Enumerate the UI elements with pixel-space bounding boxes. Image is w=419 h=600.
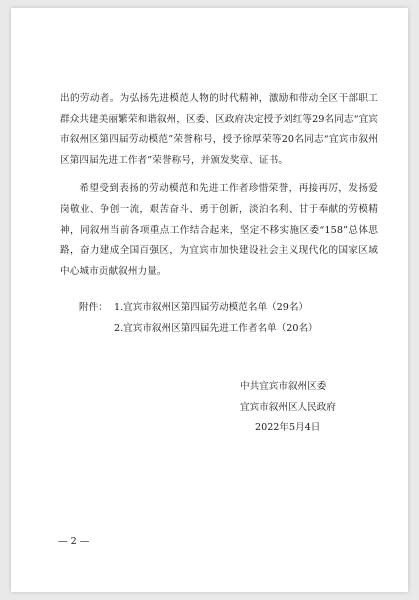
document-page (11, 8, 408, 592)
attachments-label: 附件： (79, 302, 108, 314)
paragraph-1: 出的劳动者。为弘扬先进模范人物的时代精神，激励和带动全区干部职工群众共建美丽繁荣和谐叙州，区委、区政府决定授予刘红等29名同志“宜宾市叙州区第四届劳动模范”荣誉称号，授予徐厚荣等20名同志“宜宾市叙州区第四届先进工作者”荣誉称号，并颁发奖章、证书。 (60, 93, 378, 166)
attachment-text-1: 1.宜宾市叙州区第四届劳动模范名单（29名） (114, 302, 309, 314)
attachment-item-2 (60, 319, 378, 340)
attachments-list (60, 298, 378, 339)
paragraph-2: 希望受到表扬的劳动模范和先进工作者珍惜荣誉，再接再厉，发扬爱岗敬业、争创一流，艰苦奋斗、勇于创新，淡泊名利、甘于奉献的劳模精神，同叙州当前各项重点工作结合起来，坚定不移实施区委“158”总体思路，奋力建成全国百强区，为宜宾市加快建设社会主义现代化的国家区域中心城市贡献叙州力量。 (60, 183, 378, 277)
signature-block (240, 377, 336, 439)
attachment-item-1 (60, 298, 378, 319)
signature-org-government: 宜宾市叙州区人民政府 (240, 401, 336, 413)
attachment-text-2: 2.宜宾市叙州区第四届先进工作者名单（20名） (114, 322, 318, 334)
signature-org-party-committee: 中共宜宾市叙州区委 (240, 381, 327, 392)
document-body (60, 89, 378, 340)
page-number: — 2 — (58, 536, 90, 547)
signature-date: 2022年5月4日 (255, 422, 321, 434)
